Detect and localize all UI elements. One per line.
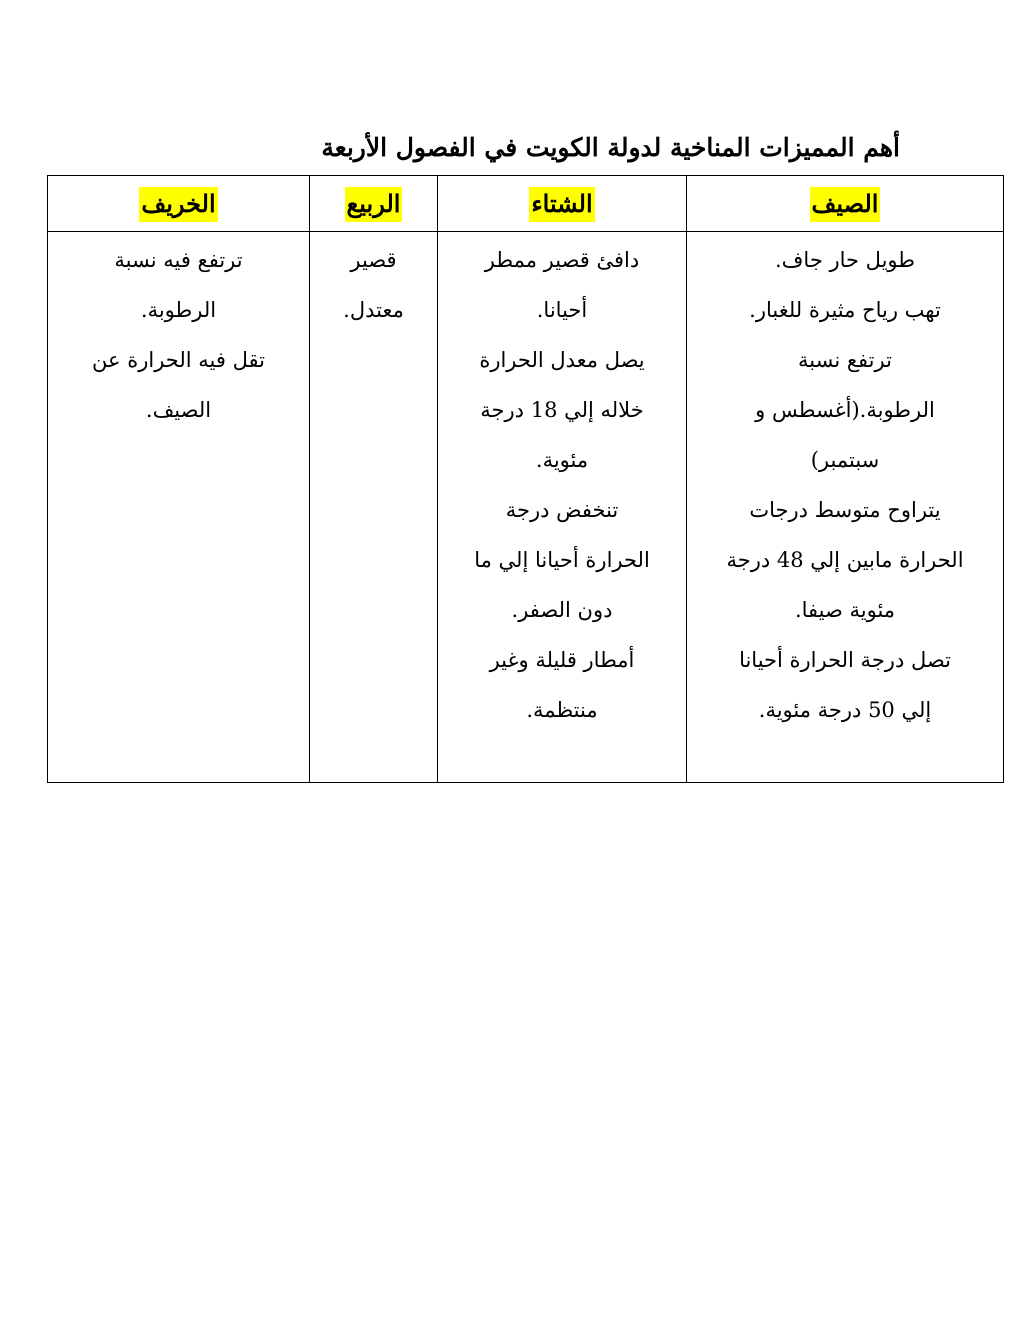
autumn-line: تقل فيه الحرارة عن (92, 348, 265, 372)
summer-line: إلي 50 درجة مئوية. (758, 698, 932, 722)
cell-summer (687, 232, 1004, 783)
cell-winter (438, 232, 687, 783)
summer-line: تهب رياح مثيرة للغبار. (749, 298, 941, 322)
autumn-line: الرطوبة. (140, 298, 217, 322)
header-spring (310, 176, 438, 232)
header-autumn-label: الخريف (139, 187, 217, 222)
winter-line: منتظمة. (526, 698, 598, 722)
summer-line: الحرارة مابين إلي 48 درجة (726, 548, 964, 572)
header-winter (438, 176, 687, 232)
header-summer-label: الصيف (810, 187, 881, 222)
cell-spring (310, 232, 438, 783)
summer-line: تصل درجة الحرارة أحيانا (739, 648, 951, 672)
winter-line: أحيانا. (536, 298, 588, 322)
autumn-line: ترتفع فيه نسبة (114, 248, 243, 272)
winter-line: أمطار قليلة وغير (489, 648, 635, 672)
cell-autumn (48, 232, 310, 783)
header-autumn (48, 176, 310, 232)
summer-line: مئوية صيفا. (794, 598, 896, 622)
winter-line: تنخفض درجة (505, 498, 619, 522)
summer-line: سبتمبر) (810, 448, 880, 472)
summer-line: يتراوح متوسط درجات (749, 498, 941, 522)
header-winter-label: الشتاء (529, 187, 594, 222)
summer-line: ترتفع نسبة (798, 348, 892, 372)
spring-line: معتدل. (343, 298, 404, 322)
winter-line: دافئ قصير ممطر (484, 248, 640, 272)
document-title: أهم المميزات المناخية لدولة الكويت في الفصول الأربعة (321, 133, 900, 162)
table-body-row (48, 232, 1004, 783)
winter-line: مئوية. (535, 448, 589, 472)
table-header-row (48, 176, 1004, 232)
winter-line: يصل معدل الحرارة (479, 348, 645, 372)
summer-line: الرطوبة.(أغسطس و (755, 398, 935, 422)
winter-line: الحرارة أحيانا إلي ما (474, 548, 650, 572)
header-spring-label: الربيع (345, 187, 403, 222)
winter-line: دون الصفر. (511, 598, 613, 622)
header-summer (687, 176, 1004, 232)
winter-line: خلاله إلي 18 درجة (480, 398, 644, 422)
spring-line: قصير (350, 248, 397, 272)
autumn-line: الصيف. (145, 398, 212, 422)
seasons-climate-table (47, 175, 1004, 783)
summer-line: طويل حار جاف. (774, 248, 915, 272)
